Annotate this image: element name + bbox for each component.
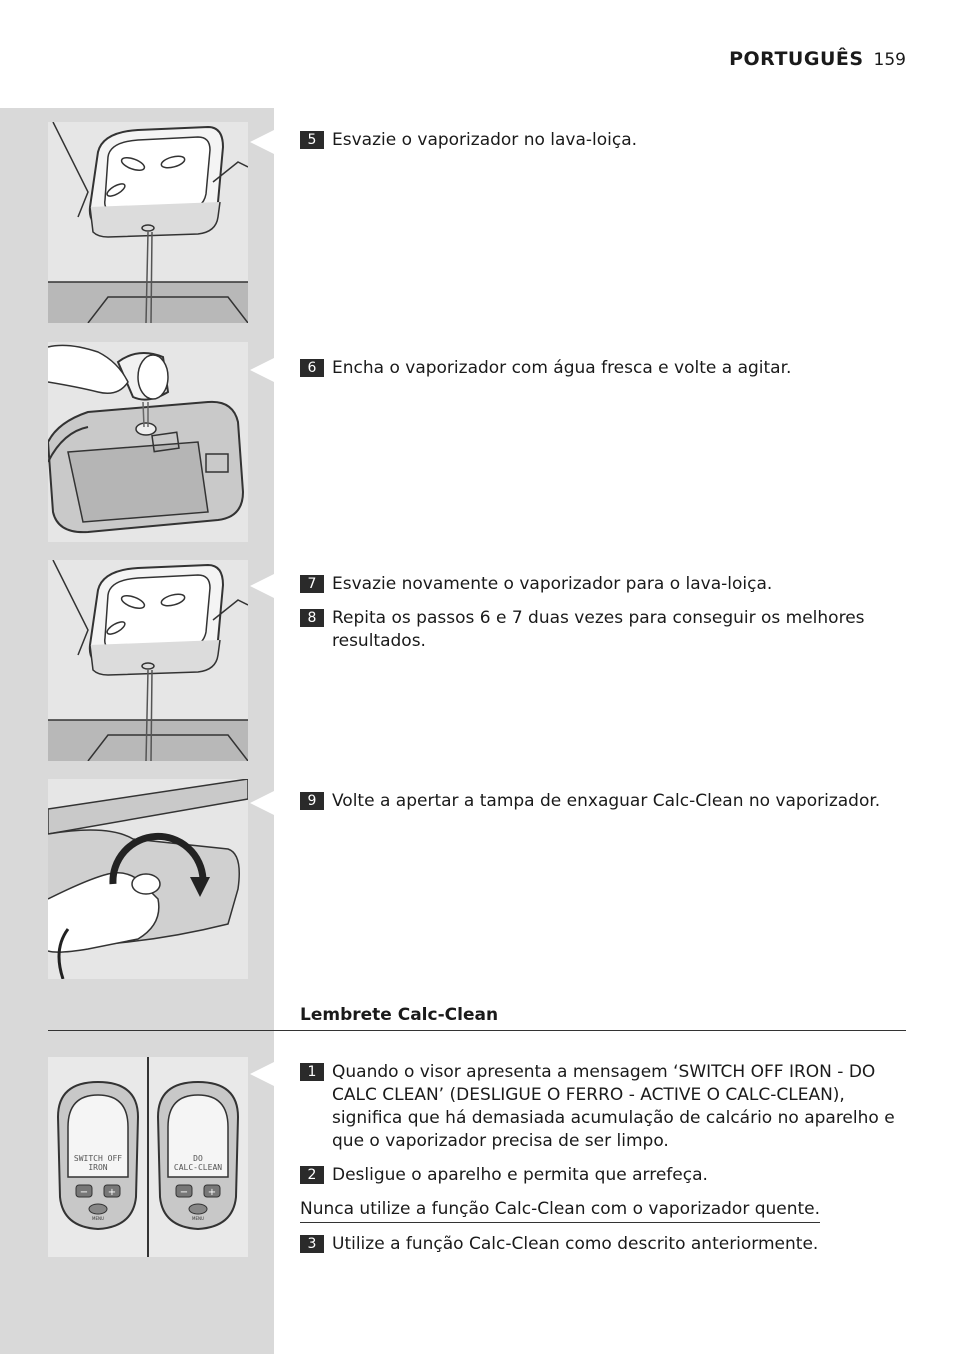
- reminder-step-3: [300, 1233, 906, 1256]
- step-8: [300, 607, 906, 653]
- reminder-step-1: [300, 1061, 906, 1153]
- right-display: [158, 1082, 238, 1229]
- right-screen-line-2: CALC-CLEAN: [173, 1163, 223, 1172]
- minus-button-label: −: [79, 1187, 89, 1198]
- left-display: [58, 1082, 138, 1229]
- figure-fill-water: [48, 342, 248, 542]
- section-heading: Lembrete Calc-Clean: [300, 1005, 499, 1025]
- pointer-notch: [250, 574, 274, 598]
- section-divider: [48, 1030, 906, 1031]
- left-screen-line-2: IRON: [88, 1163, 108, 1172]
- figure-display-messages: [48, 1057, 248, 1257]
- menu-button-label: MENU: [92, 1216, 104, 1221]
- step-number: 8: [300, 609, 324, 627]
- page-number: 159: [873, 50, 906, 70]
- step-text: Esvazie novamente o vaporizador para o lava-loiça.: [332, 574, 773, 594]
- minus-button-label: −: [179, 1187, 189, 1198]
- right-screen-line-1: DO: [193, 1154, 203, 1163]
- pointer-notch: [250, 130, 274, 154]
- step-text: Encha o vaporizador com água fresca e volte a agitar.: [332, 358, 792, 378]
- figure-empty-steam-generator: [48, 122, 248, 323]
- step-text: Esvazie o vaporizador no lava-loiça.: [332, 130, 638, 150]
- warning-note: Nunca utilize a função Calc-Clean com o vaporizador quente.: [300, 1198, 820, 1223]
- plus-button-label: +: [107, 1187, 117, 1198]
- pointer-notch: [250, 791, 274, 815]
- step-text: Desligue o aparelho e permita que arrefeça.: [332, 1165, 708, 1185]
- step-5: [300, 129, 906, 152]
- step-number: 3: [300, 1235, 324, 1253]
- menu-button-label: MENU: [192, 1216, 204, 1221]
- step-text: Repita os passos 6 e 7 duas vezes para conseguir os melhores resultados.: [332, 608, 865, 651]
- step-text: Volte a apertar a tampa de enxaguar Calc-Clean no vaporizador.: [332, 791, 881, 811]
- step-7: [300, 573, 906, 596]
- reminder-step-2: [300, 1164, 906, 1187]
- step-number: 2: [300, 1166, 324, 1184]
- step-text: Utilize a função Calc-Clean como descrito anteriormente.: [332, 1234, 819, 1254]
- step-number: 6: [300, 359, 324, 377]
- step-number: 9: [300, 792, 324, 810]
- page-header: [729, 48, 906, 70]
- plus-button-label: +: [207, 1187, 217, 1198]
- pointer-notch: [250, 358, 274, 382]
- figure-screw-cap: [48, 779, 248, 979]
- step-number: 1: [300, 1063, 324, 1081]
- step-number: 5: [300, 131, 324, 149]
- left-screen-line-1: SWITCH OFF: [73, 1154, 123, 1163]
- step-9: [300, 790, 906, 813]
- step-number: 7: [300, 575, 324, 593]
- language-title: PORTUGUÊS: [729, 48, 864, 70]
- step-text: Quando o visor apresenta a mensagem ‘SWITCH OFF IRON - DO CALC CLEAN’ (DESLIGUE O FERRO - ACTIVE O CALC-CLEAN), significa que há demasiada acumulação de calcário no aparelho e que o vaporizador precisa de ser limpo.: [332, 1062, 895, 1151]
- pointer-notch: [250, 1062, 274, 1086]
- step-6: [300, 357, 906, 380]
- figure-empty-again: [48, 560, 248, 761]
